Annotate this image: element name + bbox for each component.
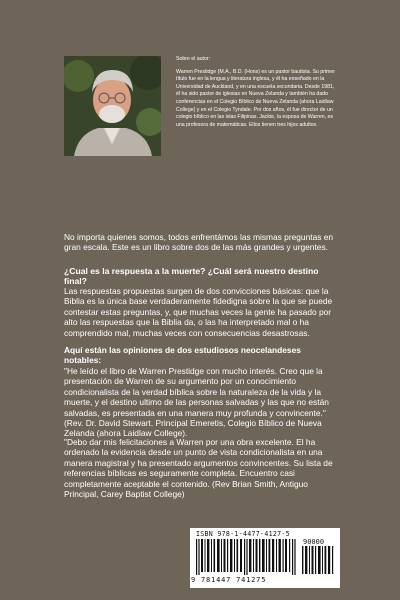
answer-paragraph: Las respuestas propuestas surgen de dos convicciones básicas: que la Biblia es la única base verdaderamente fidedigna sobre la que se puede contestar estas preguntas, y, que muchas veces la gente ha pasado por alto las respuestas que la Biblia da, o las ha interpretado mal o ha comprendido mal, muchas veces con consecuencias desastrosas.	[64, 286, 333, 338]
about-author-bio: Warren Prestidge (M.A., B.D. (Hons) es un pastor bautista. Su primer título fue en la lengua y literatura inglesa, y él ha enseñado en la Universidad de Auckland, y en una escuela secundaria. Desde 1981, él ha sido pastor de iglesias en Nueva Zelanda y también ha dado conferencias en el Colegio Bíblico de Nueva Zelanda (ahora Laidlaw College) y en el Colegio Tyndale. Por dos años, él fue director de un colegio bíblico en las islas Filipinas. Jackie, la esposa de Warren, es una profesora de matemáticas. Ellos tienen tres hijos adultos.	[176, 68, 335, 128]
question-heading: ¿Cual es la respuesta a la muerte? ¿Cuál será nuestro destino final?	[64, 266, 319, 287]
author-photo	[64, 56, 161, 156]
quote-smith: "Debo dar mis felicitaciones a Warren por una obra excelente. El ha ordenado la evidencia desde un punto de vista condicionalista en una manera magistral y ha presentado argumentos convincentes. Su lista de referencias bíblicas es seguramente completa. Encuentro casi completamente aceptable el contenido. (Rev Brian Smith, Antiguo Principal, Carey Baptist College)	[64, 437, 333, 500]
about-author	[176, 56, 338, 129]
opinions-heading: Aquí están las opiniones de dos estudiosos neocelandeses notables:	[64, 345, 301, 366]
quote-stewart: "He leído el libro de Warren Prestidge con mucho interés. Creo que la presentación de Warren de su argumento por un conocimiento condicionalista de la verdad bíblica sobre la naturaleza de la vida y la muerte, y el destino ultimo de las personas salvadas y las que no están salvadas, es presentada en una manera muy profunda y convincente." (Rev. Dr. David Stewart. Principal Emeretis, Colegio Bíblico de Nueva Zelanda (ahora Laidlaw College).	[64, 366, 329, 439]
about-author-heading: Sobre el autor:	[176, 56, 211, 62]
price-barcode-bars	[302, 546, 336, 574]
barcode-bars	[196, 539, 298, 575]
isbn-barcode	[190, 528, 340, 588]
barcode-digits: 9 781447 741275	[191, 576, 267, 584]
isbn-text: ISBN 978-1-4477-4127-5	[196, 530, 290, 538]
price-code: 90000	[303, 538, 325, 546]
intro-paragraph: No importa quienes somos, todos enfrentámos las mismas preguntas en gran escala. Este es un libro sobre dos de las más grandes y urgentes.	[64, 232, 334, 253]
